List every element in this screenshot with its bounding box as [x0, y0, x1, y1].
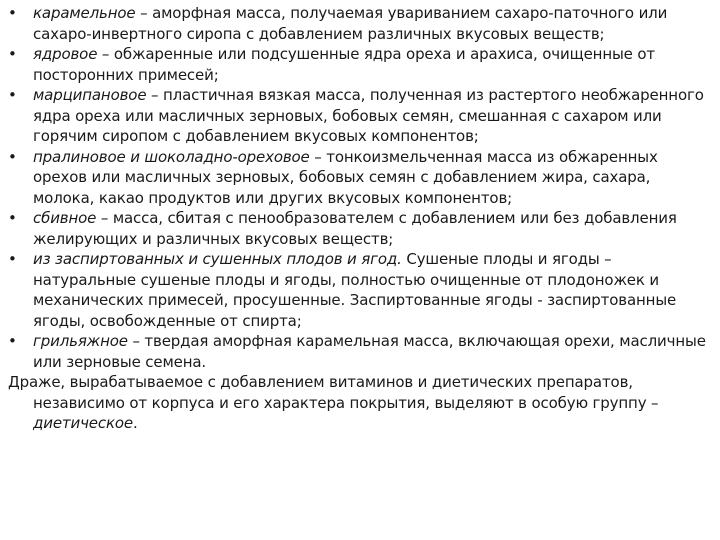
item-text: – пластичная вязкая масса, полученная из растертого необжаренного ядра ореха или масличных зерновых, бобовых семян, смешанная с сахаром или горячим сиропом с добавлением вкусовых компонентов; — [33, 86, 704, 145]
item-text: – масса, сбитая с пенообразователем с добавлением или без добавления желирующих и различных вкусовых веществ; — [33, 209, 677, 248]
bullet-icon: • — [8, 332, 17, 350]
item-term: ядровое — [33, 45, 98, 63]
list-item — [8, 147, 716, 209]
bullet-icon: • — [8, 45, 17, 63]
item-text: – аморфная масса, получаемая увариванием сахаро-паточного или сахаро-инвертного сиропа с добавлением различных вкусовых веществ; — [33, 4, 668, 43]
bullet-icon: • — [8, 4, 17, 22]
closing-text: Драже, вырабатываемое с добавлением витаминов и диетических препаратов, независимо от корпуса и его характера покрытия, выделяют в особую группу – — [8, 373, 659, 412]
bullet-icon: • — [8, 250, 17, 268]
item-term: грильяжное — [33, 332, 128, 350]
list-item — [8, 331, 716, 372]
item-term: пралиновое и шоколадно-ореховое — [33, 147, 310, 166]
bullet-icon: • — [8, 147, 17, 166]
item-text: – твердая аморфная карамельная масса, включающая орехи, масличные или зерновые семена. — [33, 332, 706, 371]
list-item — [8, 44, 716, 85]
list-item — [8, 3, 716, 44]
list-item — [8, 249, 716, 331]
document-page — [8, 3, 716, 434]
item-term: из заспиртованных и сушенных плодов и ягод. — [33, 250, 402, 268]
bullet-icon: • — [8, 86, 17, 104]
bullet-icon: • — [8, 209, 17, 227]
dragee-types-list — [8, 3, 716, 372]
list-item — [8, 208, 716, 249]
item-text: Сушеные плоды и ягоды – натуральные сушеные плоды и ягоды, полностью очищенные от плодоножек и механических примесей, просушенные. Заспиртованные ягоды - заспиртованные ягоды, освобожденные от спирта; — [33, 250, 677, 330]
list-item — [8, 85, 716, 147]
item-term: карамельное — [33, 4, 136, 22]
item-text: – тонкоизмельченная масса из обжаренных орехов или масличных зерновых, бобовых семян с добавлением жира, сахара, молока, какао продуктов или других вкусовых компонентов; — [33, 147, 658, 207]
closing-end: . — [133, 414, 138, 432]
item-term: марципановое — [33, 86, 147, 104]
item-term: сбивное — [33, 209, 97, 227]
closing-paragraph — [8, 372, 716, 434]
closing-term: диетическое — [33, 414, 133, 432]
item-text: – обжаренные или подсушенные ядра ореха и арахиса, очищенные от посторонних примесей; — [33, 45, 655, 84]
